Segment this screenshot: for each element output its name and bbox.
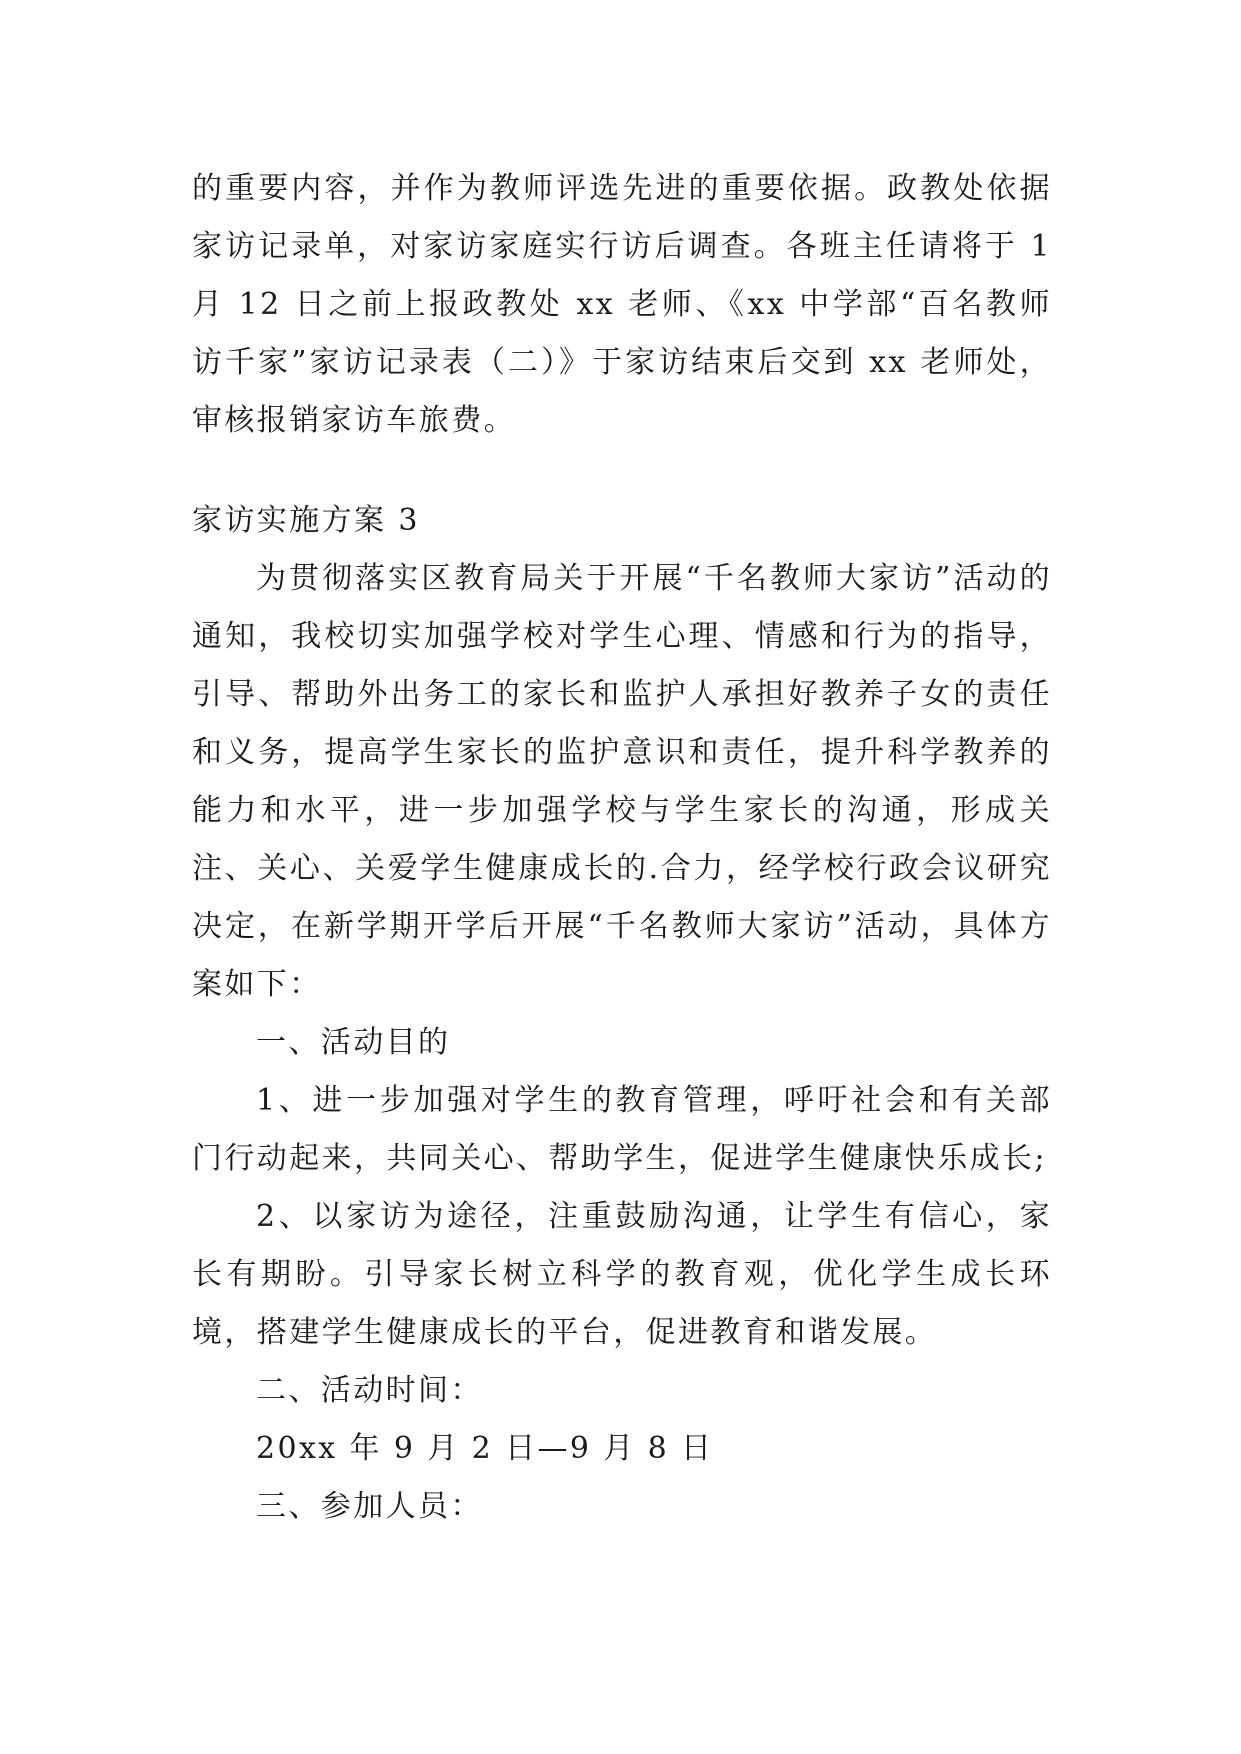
heading-purpose: 一、活动目的: [256, 1025, 451, 1060]
purpose-item-1: 1、进一步加强对学生的教育管理，呼吁社会和有关部门行动起来，共同关心、帮助学生，促进学生健康快乐成长;: [192, 1083, 1052, 1176]
time-range: 20xx 年 9 月 2 日—9 月 8 日: [256, 1431, 714, 1466]
heading-time: 二、活动时间：: [256, 1373, 483, 1408]
heading-participants: 三、参加人员：: [256, 1489, 483, 1524]
purpose-item-2: 2、以家访为途径，注重鼓励沟通，让学生有信心，家长有期盼。引导家长树立科学的教育观，优化学生成长环境，搭建学生健康成长的平台，促进教育和谐发展。: [192, 1199, 1052, 1350]
continuation-paragraph: 的重要内容，并作为教师评选先进的重要依据。政教处依据家访记录单，对家访家庭实行访后调查。各班主任请将于 1 月 12 日之前上报政教处 xx 老师、《xx 中学部“百名教师访千家”家访记录表（二）》于家访结束后交到 xx 老师处，审核报销家访车旅费。: [192, 171, 1052, 438]
section-title: 家访实施方案 3: [192, 503, 420, 538]
document-page: [192, 160, 1052, 1536]
intro-paragraph: 为贯彻落实区教育局关于开展“千名教师大家访”活动的通知，我校切实加强学校对学生心理、情感和行为的指导，引导、帮助外出务工的家长和监护人承担好教养子女的责任和义务，提高学生家长的监护意识和责任，提升科学教养的能力和水平，进一步加强学校与学生家长的沟通，形成关注、关心、关爱学生健康成长的.合力，经学校行政会议研究决定，在新学期开学后开展“千名教师大家访”活动，具体方案如下：: [192, 561, 1052, 1002]
